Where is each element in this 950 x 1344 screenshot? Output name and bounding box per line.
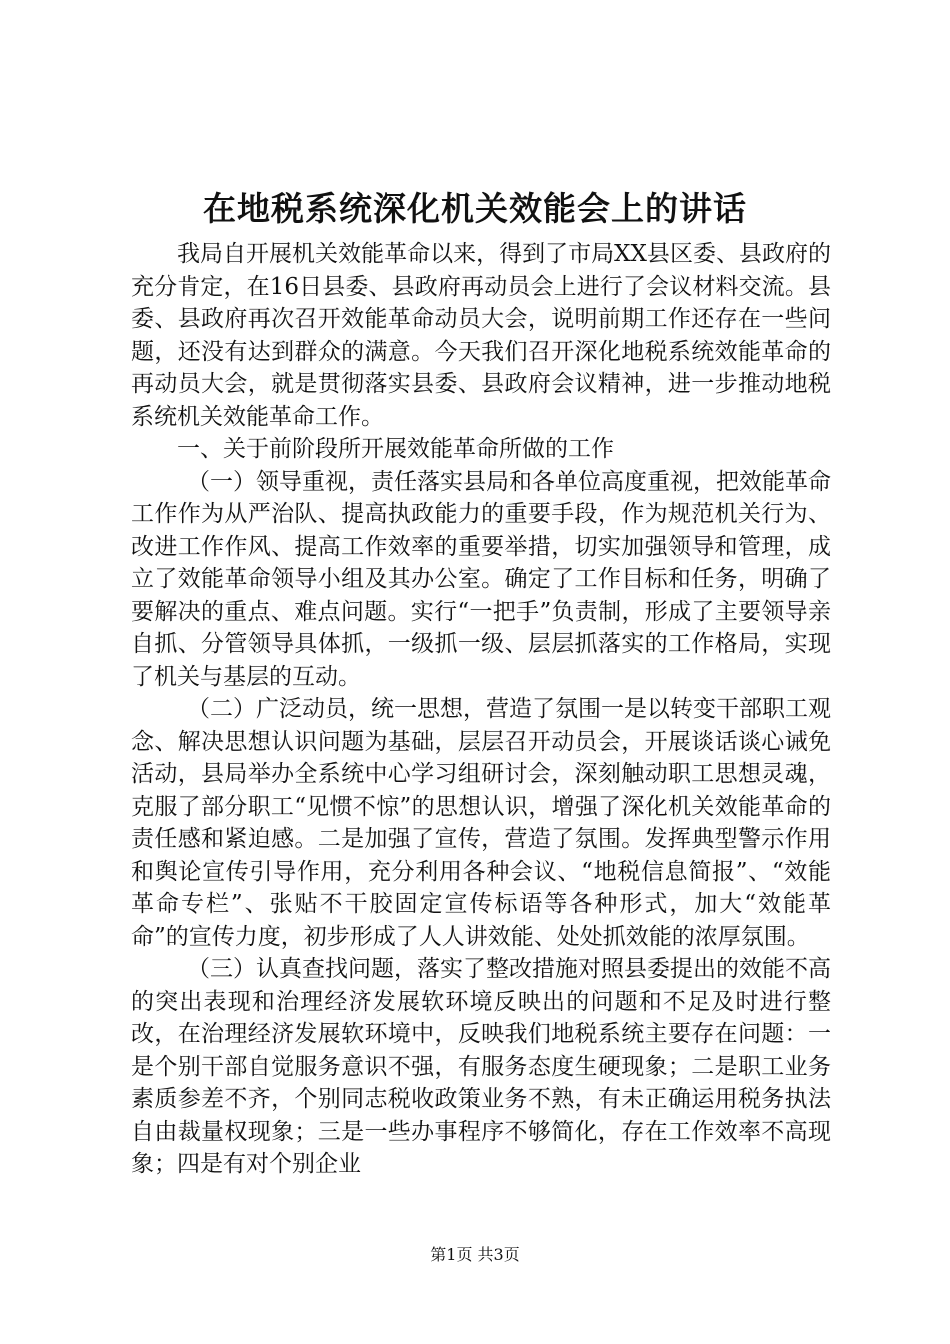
section-heading-1: 一、关于前阶段所开展效能革命所做的工作 (177, 436, 614, 462)
document-title: 在地税系统深化机关效能会上的讲话 (203, 189, 747, 228)
paragraph-item-1: （一）领导重视，责任落实县局和各单位高度重视，把效能革命工作作为从严治队、提高执政能力的重要手段，作为规范机关行为、改进工作作风、提高工作效率的重要举措，切实加强领导和管理，成立了效能革命领导小组及其办公室。确定了工作目标和任务，明确了要解决的重点、难点问题。实行“一把手”负责制，形成了主要领导亲自抓、分管领导具体抓，一级抓一级、层层抓落实的工作格局，实现了机关与基层的互动。 (131, 468, 831, 690)
paragraph-item-2: （二）广泛动员，统一思想，营造了氛围一是以转变干部职工观念、解决思想认识问题为基础，层层召开动员会，开展谈话谈心诫免活动，县局举办全系统中心学习组研讨会，深刻触动职工思想灵魂，克服了部分职工“见惯不惊”的思想认识，增强了深化机关效能革命的责任感和紧迫感。二是加强了宣传，营造了氛围。发挥典型警示作用和舆论宣传引导作用，充分利用各种会议、“地税信息简报”、“效能革命专栏”、张贴不干胶固定宣传标语等各种形式，加大“效能革命”的宣传力度，初步形成了人人讲效能、处处抓效能的浓厚氛围。 (131, 696, 831, 950)
document-body (131, 238, 831, 1181)
page-footer: 第1页 共3页 (430, 1245, 520, 1264)
paragraph-intro: 我局自开展机关效能革命以来，得到了市局XX县区委、县政府的充分肯定，在16日县委、县政府再动员会上进行了会议材料交流。县委、县政府再次召开效能革命动员大会，说明前期工作还存在一些问题，还没有达到群众的满意。今天我们召开深化地税系统效能革命的再动员大会，就是贯彻落实县委、县政府会议精神，进一步推动地税系统机关效能革命工作。 (131, 241, 831, 430)
paragraph-item-3: （三）认真查找问题，落实了整改措施对照县委提出的效能不高的突出表现和治理经济发展软环境反映出的问题和不足及时进行整改，在治理经济发展软环境中，反映我们地税系统主要存在问题：一是个别干部自觉服务意识不强，有服务态度生硬现象；二是职工业务素质参差不齐，个别同志税收政策业务不熟，有未正确运用税务执法自由裁量权现象；三是一些办事程序不够简化，存在工作效率不高现象；四是有对个别企业 (131, 956, 831, 1177)
